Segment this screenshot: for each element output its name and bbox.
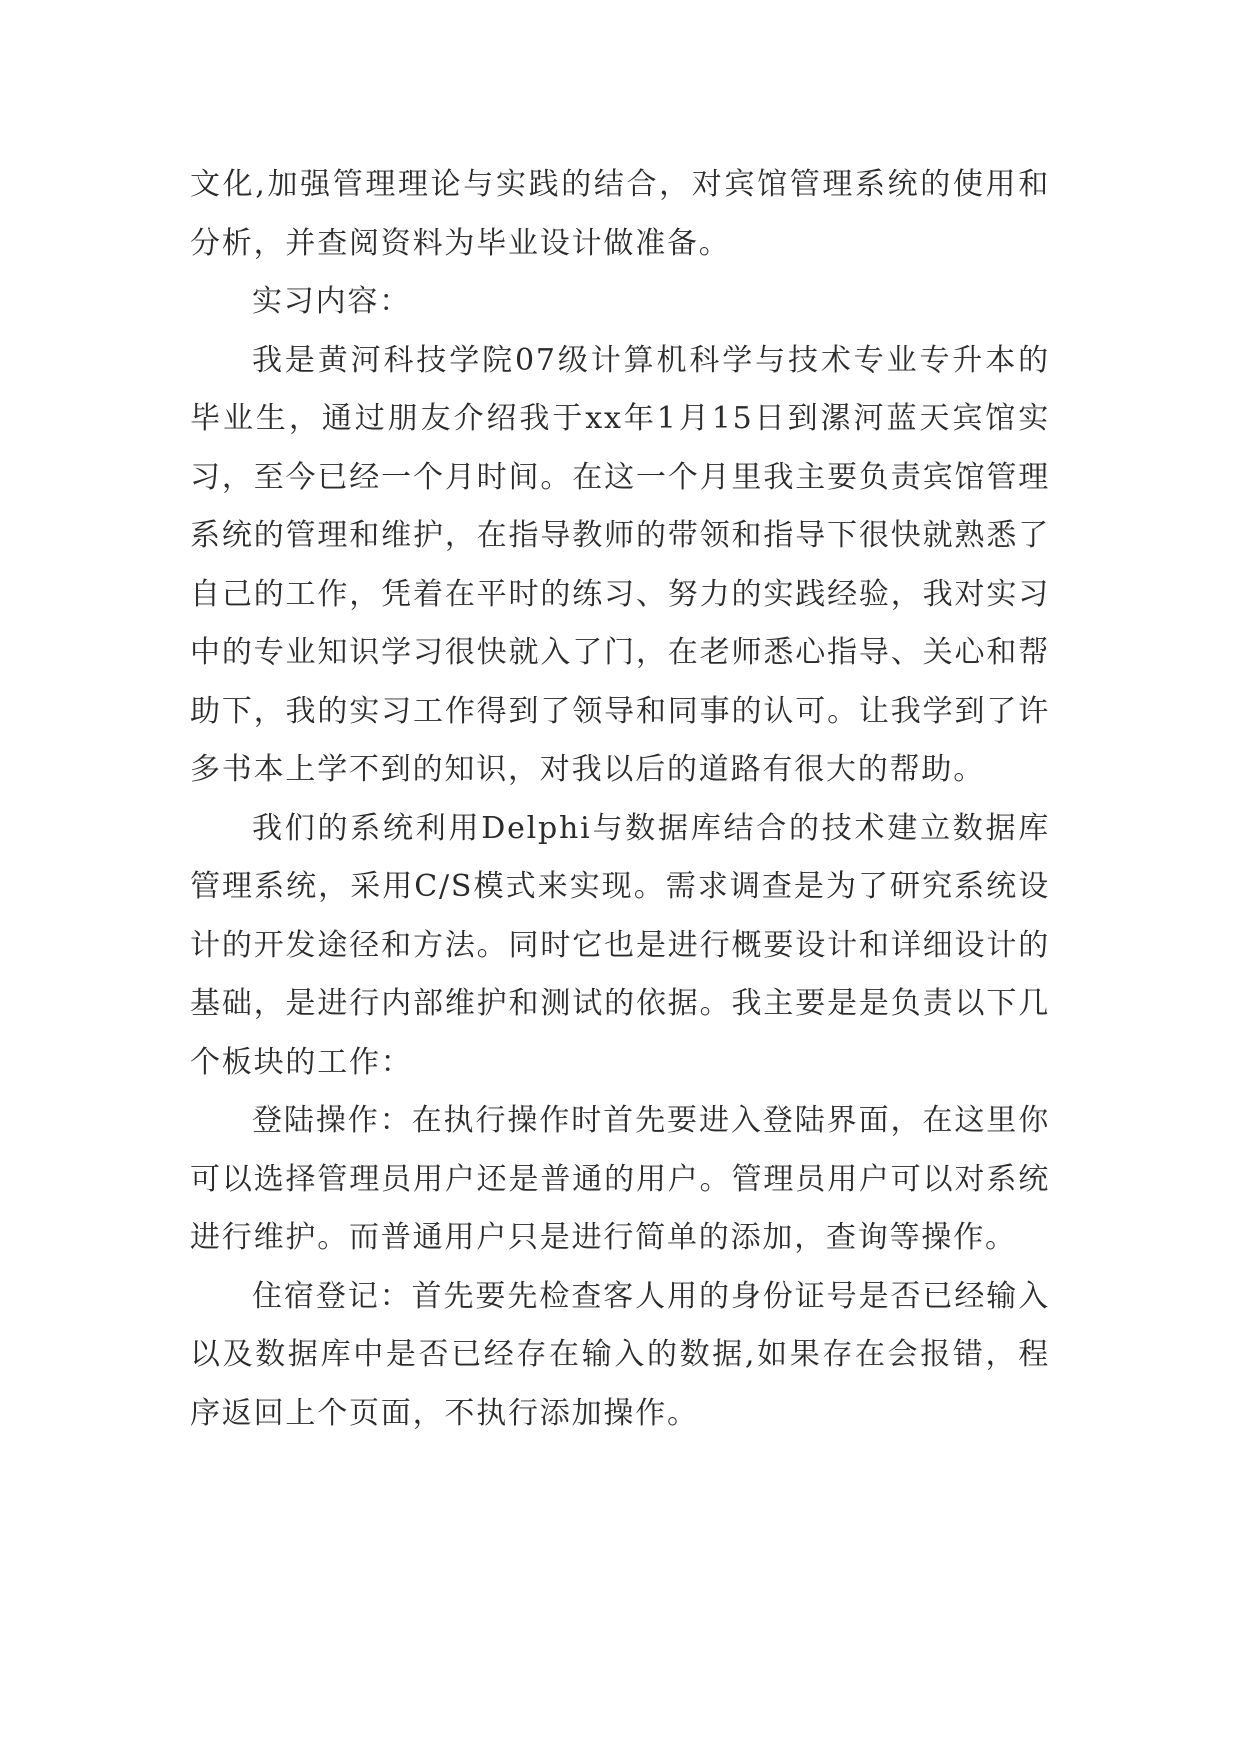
paragraph-continued: 文化,加强管理理论与实践的结合，对宾馆管理系统的使用和分析，并查阅资料为毕业设计做准备。	[190, 167, 1050, 261]
document-body	[190, 156, 1050, 1443]
paragraph-introduction: 我是黄河科技学院07级计算机科学与技术专业专升本的毕业生，通过朋友介绍我于xx年1月15日到漯河蓝天宾馆实习，至今已经一个月时间。在这一个月里我主要负责宾馆管理系统的管理和维护，在指导教师的带领和指导下很快就熟悉了自己的工作，凭着在平时的练习、努力的实践经验，我对实习中的专业知识学习很快就入了门，在老师悉心指导、关心和帮助下，我的实习工作得到了领导和同事的认可。让我学到了许多书本上学不到的知识，对我以后的道路有很大的帮助。	[190, 342, 1050, 787]
paragraph-login-operation: 登陆操作：在执行操作时首先要进入登陆界面，在这里你可以选择管理员用户还是普通的用户。管理员用户可以对系统进行维护。而普通用户只是进行简单的添加，查询等操作。	[190, 1103, 1050, 1255]
paragraph-check-in: 住宿登记：首先要先检查客人用的身份证号是否已经输入以及数据库中是否已经存在输入的数据,如果存在会报错，程序返回上个页面，不执行添加操作。	[190, 1278, 1050, 1431]
paragraph-heading-internship-content: 实习内容：	[252, 284, 411, 319]
paragraph-system-overview: 我们的系统利用Delphi与数据库结合的技术建立数据库管理系统，采用C/S模式来实现。需求调查是为了研究系统设计的开发途径和方法。同时它也是进行概要设计和详细设计的基础，是进行内部维护和测试的依据。我主要是是负责以下几个板块的工作：	[190, 810, 1050, 1080]
